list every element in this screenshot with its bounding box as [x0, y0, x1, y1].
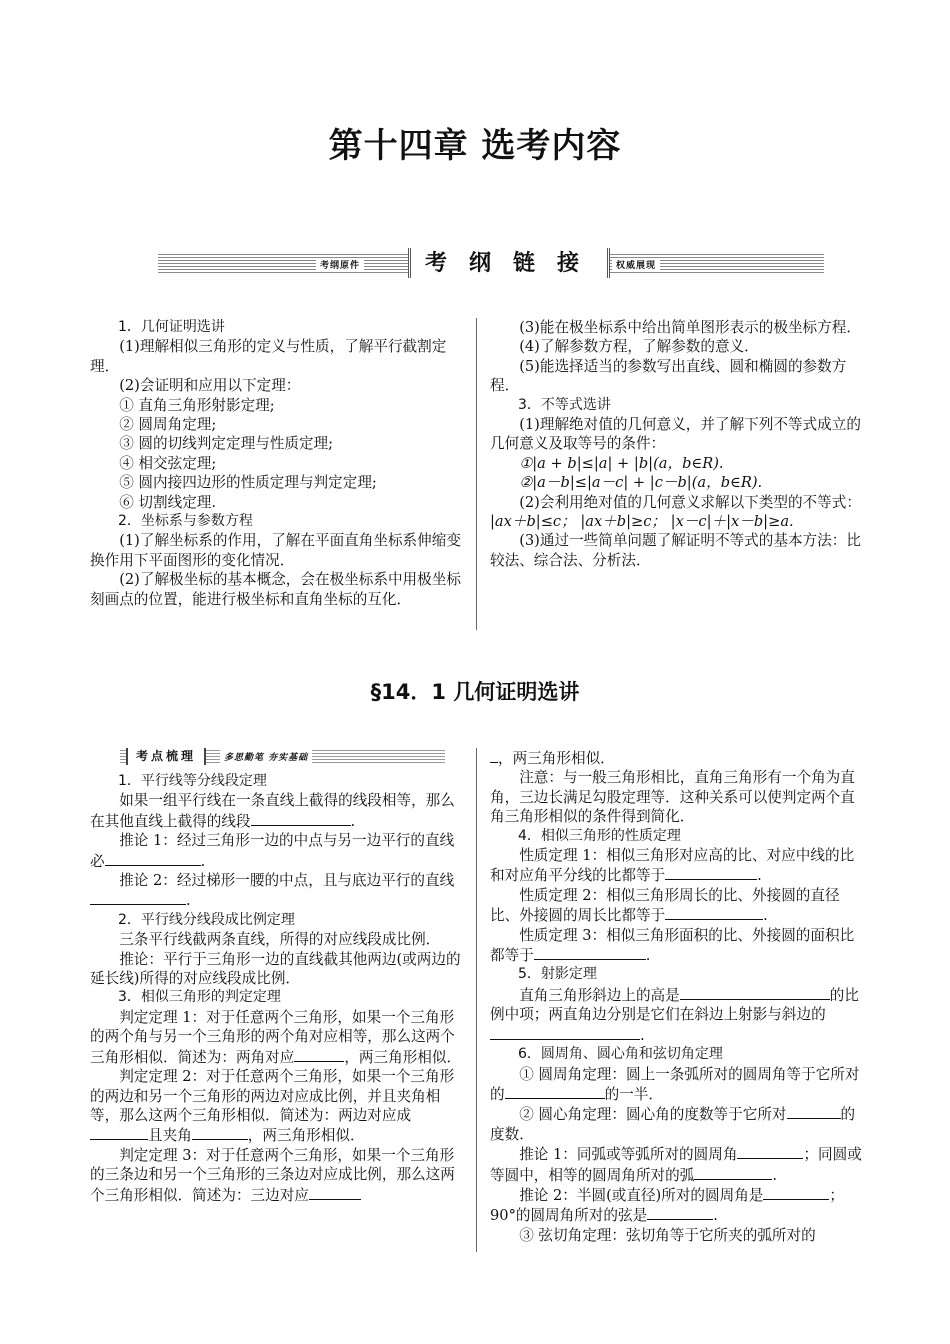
content-text: 注意：与一般三角形相比，直角三角形有一个角为直角，三边长满足勾股定理等．这种关系可以使判定两个直角三角形相似的条件得到简化． [490, 769, 855, 826]
fill-blank [105, 851, 201, 866]
fill-blank [787, 1104, 841, 1119]
syllabus-left-column [90, 318, 462, 609]
chapter-title: 第十四章 选考内容 [328, 126, 622, 166]
syllabus-paragraph: (1)理解绝对值的几何意义，并了解下列不等式成立的几何意义及取等号的条件： [490, 416, 861, 453]
theorem-item: ① 直角三角形射影定理; [119, 396, 275, 414]
column-divider [476, 318, 477, 630]
content-text: ；90°的圆周角所对的弦是 [490, 1186, 845, 1225]
fill-blank [490, 748, 498, 763]
fill-blank [505, 1084, 605, 1099]
syllabus-paragraph: (1)了解坐标系的作用，了解在平面直角坐标系伸缩变换作用下平面图形的变化情况． [90, 532, 461, 569]
content-text: . [640, 1026, 645, 1044]
content-text: 性质定理 3：相似三角形面积的比、外接圆的面积比都等于 [490, 926, 855, 965]
fill-blank [192, 1125, 248, 1140]
content-text: 的一半． [604, 1085, 663, 1103]
fill-blank [647, 1205, 713, 1220]
topic-heading-2: 2．平行线分线段成比例定理 [118, 911, 295, 928]
content-text: . [757, 867, 762, 885]
section-title: §14．1 几何证明选讲 [370, 680, 580, 704]
theorem-item: ⑤ 圆内接四边形的性质定理与判定定理; [119, 474, 377, 492]
topic-heading-6: 6．圆周角、圆心角和弦切角定理 [518, 1046, 723, 1063]
content-text: 判定定理 1：对于任意两个三角形，如果一个三角形的两个角与另一个三角形的两个角对应相等，那么这两个三角形相似．简述为：两角对应 [90, 1008, 455, 1066]
fill-blank [90, 890, 186, 905]
content-text: . [713, 1207, 718, 1225]
syllabus-paragraph: (3)通过一些简单问题了解证明不等式的基本方法：比较法、综合法、分析法． [490, 532, 861, 569]
key-points-label: 考点梳理 [126, 748, 206, 765]
topic-heading-3: 3．相似三角形的判定定理 [118, 989, 281, 1006]
content-text: . [645, 947, 651, 965]
column-divider [476, 748, 477, 1252]
key-points-banner [120, 748, 445, 765]
fill-blank [490, 1025, 640, 1040]
banner-left-label: 考纲原件 [316, 258, 364, 271]
content-text: 判定定理 2：对于任意两个三角形，如果一个三角形的两边和另一个三角形的两边对应成比例，并且夹角相等，那么这两个三角形相似．简述为：两边对应成 [90, 1068, 455, 1124]
content-text: . [763, 907, 768, 925]
theorem-item: ⑥ 切割线定理. [119, 493, 217, 511]
inequality-formula-1: ①|a + b|≤|a| + |b|(a，b∈R). [519, 454, 724, 472]
fill-blank [680, 985, 830, 1000]
syllabus-paragraph: (5)能选择适当的参数写出直线、圆和椭圆的参数方程． [490, 357, 847, 395]
key-points-subtitle: 多思勤笔 夯实基础 [220, 750, 312, 763]
syllabus-heading-1: 1．几何证明选讲 [118, 319, 225, 335]
fill-blank [694, 1165, 772, 1180]
fill-blank [763, 1185, 829, 1200]
content-text: ① 圆周角定理：圆上一条弧所对的圆周角等于它所对的 [490, 1065, 860, 1103]
content-text: 的度数． [490, 1106, 856, 1143]
topic-heading-1: 1．平行线等分线段定理 [118, 773, 267, 789]
content-text: 的比例中项；两直角边分别是它们在斜边上射影与斜边的 [490, 986, 859, 1024]
content-text: 推论 2：经过梯形一腰的中点，且与底边平行的直线 [119, 872, 455, 890]
topic-heading-5: 5．射影定理 [518, 966, 597, 983]
syllabus-paragraph: (2)会利用绝对值的几何意义求解以下类型的不等式： [519, 493, 861, 511]
content-text: 推论：平行于三角形一边的直线截其他两边(或两边的延长线)所得的对应线段成比例． [90, 950, 461, 988]
content-text: 推论 2：半圆(或直径)所对的圆周角是 [519, 1186, 764, 1204]
inequality-formula-2: ②|a－b|≤|a－c| + |c－b|(a，b∈R). [519, 474, 763, 492]
content-text: ，两三角形相似． [498, 750, 615, 767]
syllabus-paragraph: (4)了解参数方程，了解参数的意义． [519, 338, 759, 356]
content-text: ② 圆心角定理：圆心角的度数等于它所对 [519, 1106, 787, 1124]
fill-blank [665, 865, 757, 880]
content-text: . [186, 892, 191, 910]
content-text: 如果一组平行线在一条直线上截得的线段相等，那么在其他直线上截得的线段 [90, 792, 455, 830]
content-text: ，两三角形相似． [344, 1048, 462, 1066]
syllabus-paragraph: (2)了解极坐标的基本概念，会在极坐标系中用极坐标刻画点的位置，能进行极坐标和直角坐标的互化． [90, 571, 461, 608]
banner-title: 考纲链接 [408, 248, 610, 278]
syllabus-paragraph: (3)能在极坐标系中给出简单图形表示的极坐标方程． [519, 319, 861, 336]
syllabus-paragraph: (1)理解相似三角形的定义与性质，了解平行截割定理． [90, 338, 447, 375]
syllabus-banner [158, 248, 824, 278]
content-text: 推论 1：经过三角形一边的中点与另一边平行的直线必 [90, 832, 455, 870]
content-text: ，两三角形相似． [247, 1127, 365, 1145]
content-text: 且夹角 [148, 1127, 192, 1145]
content-text: . [200, 852, 206, 870]
theorem-item: ④ 相交弦定理; [119, 454, 217, 472]
content-text: 判定定理 3：对于任意两个三角形，如果一个三角形的三条边和另一个三角形的三条边对应成比例，那么这两个三角形相似．简述为：三边对应 [90, 1146, 455, 1204]
topic-heading-4: 4．相似三角形的性质定理 [518, 827, 681, 844]
content-text: 直角三角形斜边上的高是 [519, 986, 680, 1004]
inequality-types: |ax＋b|≤c； |ax＋b|≥c； |x－c|＋|x－b|≥a. [490, 513, 794, 531]
fill-blank [309, 1185, 361, 1200]
content-right-column [490, 748, 862, 1245]
fill-blank [737, 1144, 803, 1159]
content-text: 性质定理 2：相似三角形周长的比、外接圆的直径比、外接圆的周长比都等于 [490, 886, 840, 925]
fill-blank [534, 945, 646, 960]
content-text: ③ 弦切角定理：弦切角等于它所夹的弧所对的 [519, 1226, 816, 1244]
content-text: . [772, 1166, 777, 1184]
content-left-column [90, 772, 462, 1205]
syllabus-heading-3: 3．不等式选讲 [518, 396, 611, 413]
theorem-item: ② 圆周角定理; [119, 416, 217, 434]
banner-right-label: 权威展现 [612, 258, 660, 271]
content-text: 性质定理 1：相似三角形对应高的比、对应中线的比和对应角平分线的比都等于 [490, 847, 855, 885]
fill-blank [90, 1125, 148, 1140]
content-text: . [350, 812, 356, 830]
content-text: 推论 1：同弧或等弧所对的圆周角 [519, 1146, 738, 1164]
content-text: ；同圆或等圆中，相等的圆周角所对的弧 [490, 1146, 862, 1184]
fill-blank [251, 811, 351, 826]
syllabus-paragraph: (2)会证明和应用以下定理： [119, 377, 301, 395]
fill-blank [294, 1047, 344, 1062]
content-text: 三条平行线截两条直线，所得的对应线段成比例． [119, 931, 441, 949]
syllabus-heading-2: 2．坐标系与参数方程 [118, 513, 253, 530]
fill-blank [665, 905, 763, 920]
theorem-item: ③ 圆的切线判定定理与性质定理; [119, 435, 334, 453]
syllabus-right-column [490, 318, 862, 570]
